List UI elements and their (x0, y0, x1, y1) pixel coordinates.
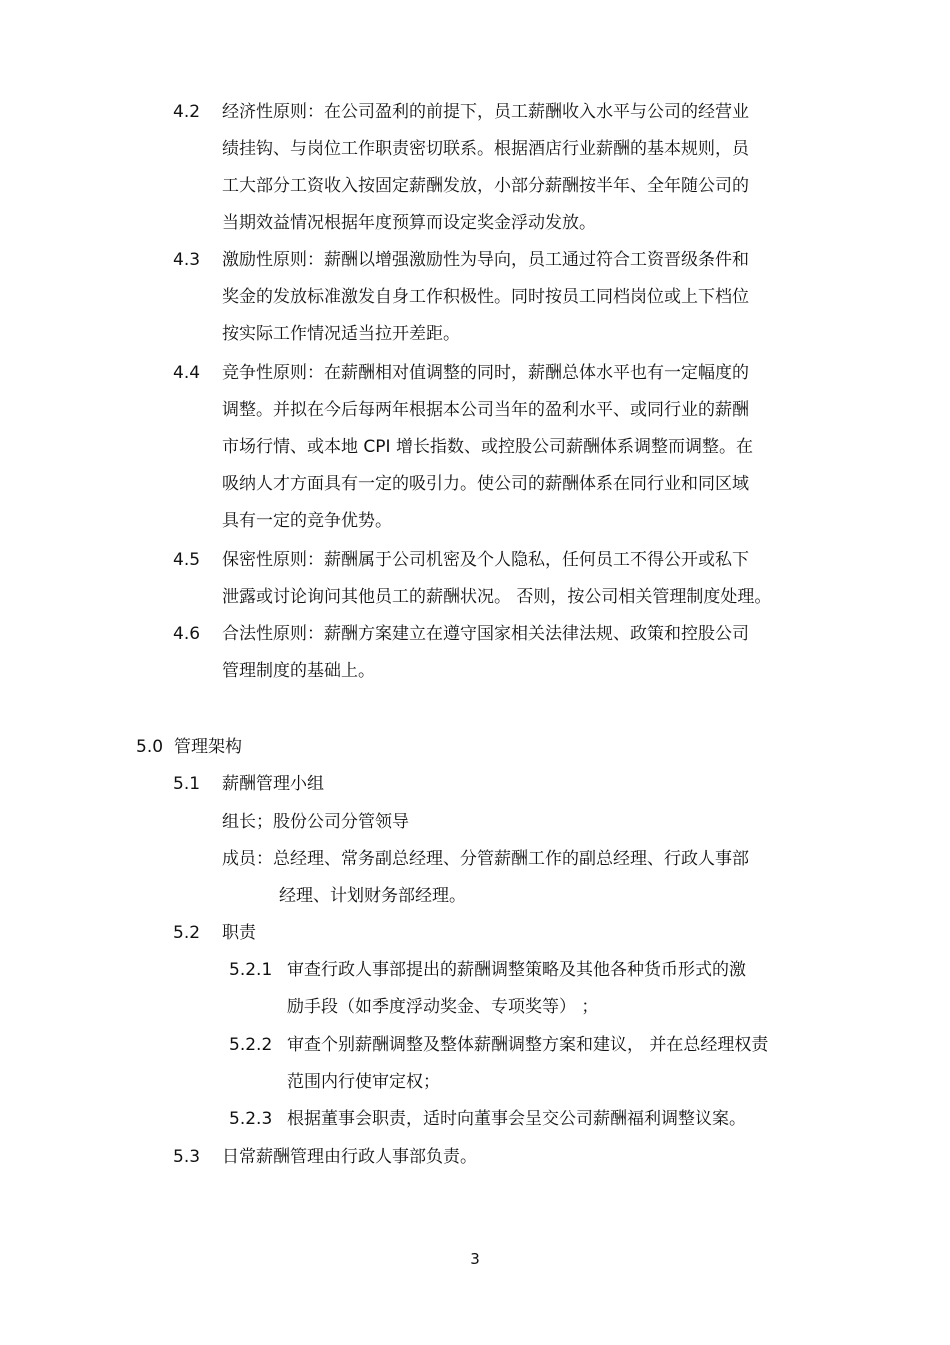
paragraph-line: 范围内行使审定权； (287, 1072, 440, 1092)
paragraph-line: 保密性原则：薪酬属于公司机密及个人隐私，任何员工不得公开或私下 (222, 550, 749, 570)
subsection-number: 5.2.1 (229, 960, 273, 980)
group-leader: 组长；股份公司分管领导 (222, 812, 409, 832)
section-number: 5.0 (136, 737, 164, 757)
section-title: 管理架构 (174, 737, 242, 757)
section-number: 4.2 (173, 102, 201, 122)
section-number: 4.5 (173, 550, 201, 570)
section-number: 5.3 (173, 1147, 201, 1167)
paragraph-line: 奖金的发放标准激发自身工作积极性。同时按员工同档岗位或上下档位 (222, 287, 749, 307)
section-number: 5.2 (173, 923, 201, 943)
paragraph-line: 工大部分工资收入按固定薪酬发放，小部分薪酬按半年、全年随公司的 (222, 176, 749, 196)
section-number: 4.3 (173, 250, 201, 270)
paragraph-line: 审查个别薪酬调整及整体薪酬调整方案和建议， 并在总经理权责 (287, 1035, 769, 1055)
paragraph-line: 合法性原则：薪酬方案建立在遵守国家相关法律法规、政策和控股公司 (222, 624, 749, 644)
paragraph-line: 绩挂钩、与岗位工作职责密切联系。根据酒店行业薪酬的基本规则，员 (222, 139, 749, 159)
section-title: 薪酬管理小组 (222, 774, 324, 794)
section-number: 4.6 (173, 624, 201, 644)
paragraph-line: 市场行情、或本地 CPI 增长指数、或控股公司薪酬体系调整而调整。在 (222, 437, 753, 457)
subsection-number: 5.2.2 (229, 1035, 273, 1055)
group-members: 成员：总经理、常务副总经理、分管薪酬工作的副总经理、行政人事部 (222, 849, 749, 869)
subsection-number: 5.2.3 (229, 1109, 273, 1129)
section-number: 5.1 (173, 774, 201, 794)
paragraph-line: 根据董事会职责，适时向董事会呈交公司薪酬福利调整议案。 (287, 1109, 746, 1129)
paragraph-line: 激励性原则：薪酬以增强激励性为导向，员工通过符合工资晋级条件和 (222, 250, 749, 270)
paragraph-line: 按实际工作情况适当拉开差距。 (222, 324, 460, 344)
section-number: 4.4 (173, 363, 201, 383)
paragraph-line: 当期效益情况根据年度预算而设定奖金浮动发放。 (222, 213, 596, 233)
paragraph-line: 泄露或讨论询问其他员工的薪酬状况。 否则，按公司相关管理制度处理。 (222, 587, 772, 607)
paragraph-line: 审查行政人事部提出的薪酬调整策略及其他各种货币形式的激 (287, 960, 746, 980)
section-title: 职责 (222, 923, 256, 943)
paragraph-line: 日常薪酬管理由行政人事部负责。 (222, 1147, 477, 1167)
paragraph-line: 励手段（如季度浮动奖金、专项奖等） ； (287, 997, 599, 1017)
page-number: 3 (470, 1250, 480, 1268)
group-members-cont: 经理、计划财务部经理。 (279, 886, 466, 906)
paragraph-line: 吸纳人才方面具有一定的吸引力。使公司的薪酬体系在同行业和同区域 (222, 474, 749, 494)
paragraph-line: 经济性原则：在公司盈利的前提下，员工薪酬收入水平与公司的经营业 (222, 102, 749, 122)
paragraph-line: 调整。并拟在今后每两年根据本公司当年的盈利水平、或同行业的薪酬 (222, 400, 749, 420)
paragraph-line: 竞争性原则：在薪酬相对值调整的同时，薪酬总体水平也有一定幅度的 (222, 363, 749, 383)
paragraph-line: 管理制度的基础上。 (222, 661, 375, 681)
paragraph-line: 具有一定的竞争优势。 (222, 511, 392, 531)
